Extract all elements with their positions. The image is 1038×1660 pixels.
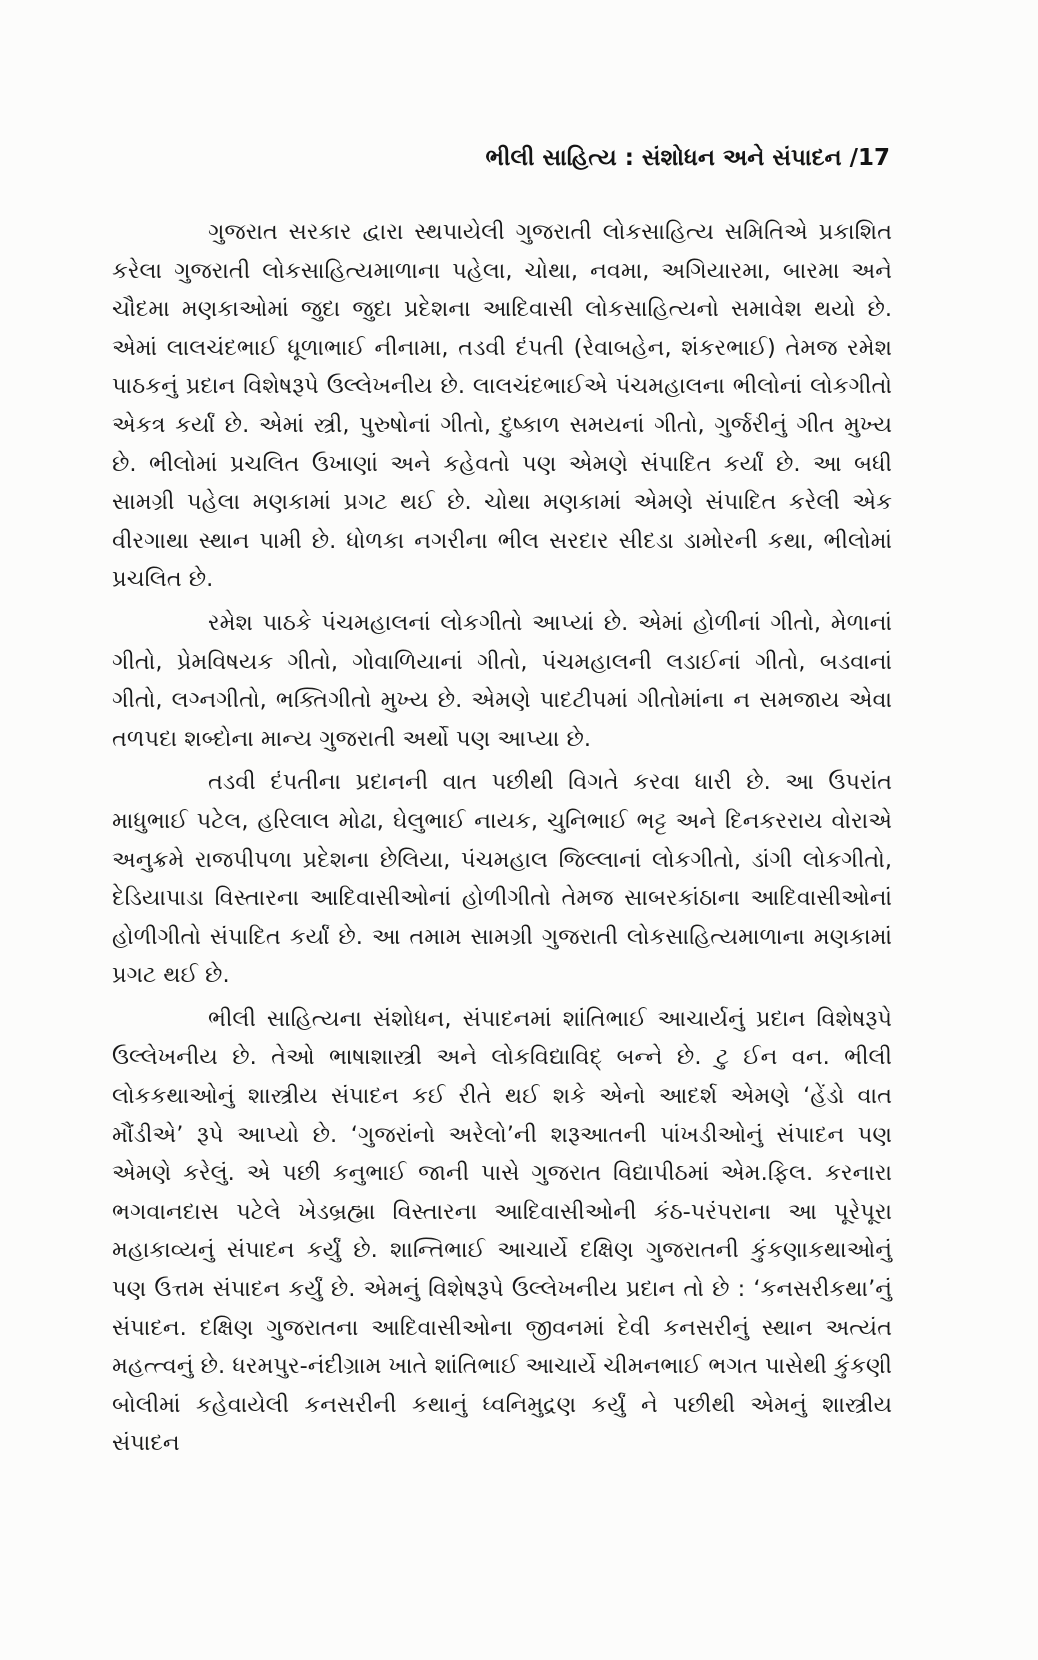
body-text (112, 213, 892, 1463)
paragraph-3: તડવી દંપતીના પ્રદાનની વાત પછીથી વિગતે કરવા ધારી છે. આ ઉપરાંત માધુભાઈ પટેલ, હરિલાલ મોઢા, ઘેલુભાઈ નાયક, ચુનિભાઈ ભટ્ટ અને દિનકરરાય વોરાએ અનુક્રમે રાજપીપળા પ્રદેશના છેલિયા, પંચમહાલ જિલ્લાનાં લોકગીતો, ડાંગી લોકગીતો, દેડિયાપાડા વિસ્તારના આદિવાસીઓનાં હોળીગીતો તેમજ સાબરકાંઠાના આદિવાસીઓનાં હોળીગીતો સંપાદિત કર્યાં છે. આ તમામ સામગ્રી ગુજરાતી લોકસાહિત્યમાળાના મણકામાં પ્રગટ થઈ છે. (112, 769, 892, 989)
paragraph-4: ભીલી સાહિત્યના સંશોધન, સંપાદનમાં શાંતિભાઈ આચાર્યનું પ્રદાન વિશેષરૂપે ઉલ્લેખનીય છે. તેઓ ભાષાશાસ્ત્રી અને લોકવિદ્યાવિદ્ બન્ને છે. ટુ ઈન વન. ભીલી લોકકથાઓનું શાસ્ત્રીય સંપાદન કઈ રીતે થઈ શકે એનો આદર્શ એમણે ‘હેંડો વાત મૌંડીએ’ રૂપે આપ્યો છે. ‘ગુજરાંનો અરેલો’ની શરૂઆતની પાંખડીઓનું સંપાદન પણ એમણે કરેલું. એ પછી કનુભાઈ જાની પાસે ગુજરાત વિદ્યાપીઠમાં એમ.ફિલ. કરનારા ભગવાનદાસ પટેલે ખેડબ્રહ્મા વિસ્તારના આદિવાસીઓની કંઠ-પરંપરાના આ પૂરેપૂરા મહાકાવ્યનું સંપાદન કર્યું છે. શાન્તિભાઈ આચાર્યે દક્ષિણ ગુજરાતની કુંકણાકથાઓનું પણ ઉત્તમ સંપાદન કર્યું છે. એમનું વિશેષરૂપે ઉલ્લેખનીય પ્રદાન તો છે : ‘કનસરીકથા’નું સંપાદન. દક્ષિણ ગુજરાતના આદિવાસીઓના જીવનમાં દેવી કનસરીનું સ્થાન અત્યંત મહત્ત્વનું છે. ધરમપુર-નંદીગ્રામ ખાતે શાંતિભાઈ આચાર્યે ચીમનભાઈ ભગત પાસેથી કુંકણી બોલીમાં કહેવાયેલી કનસરીની કથાનું ધ્વનિમુદ્રણ કર્યું ને પછીથી એમનું શાસ્ત્રીય સંપાદન (112, 1005, 892, 1457)
paragraph-2: રમેશ પાઠકે પંચમહાલનાં લોકગીતો આપ્યાં છે. એમાં હોળીનાં ગીતો, મેળાનાં ગીતો, પ્રેમવિષયક ગીતો, ગોવાળિયાનાં ગીતો, પંચમહાલની લડાઈનાં ગીતો, બડવાનાં ગીતો, લગ્નગીતો, ભક્તિગીતો મુખ્ય છે. એમણે પાદટીપમાં ગીતોમાંના ન સમજાય એવા તળપદા શબ્દોના માન્ય ગુજરાતી અર્થો પણ આપ્યા છે. (112, 609, 892, 752)
running-header: ભીલી સાહિત્ય : સંશોધન અને સંપાદન /17 (485, 145, 890, 171)
paragraph-1: ગુજરાત સરકાર દ્વારા સ્થપાયેલી ગુજરાતી લોકસાહિત્ય સમિતિએ પ્રકાશિત કરેલા ગુજરાતી લોકસાહિત્યમાળાના પહેલા, ચોથા, નવમા, અગિયારમા, બારમા અને ચૌદમા મણકાઓમાં જુદા જુદા પ્રદેશના આદિવાસી લોકસાહિત્યનો સમાવેશ થયો છે. એમાં લાલચંદભાઈ ધૂળાભાઈ નીનામા, તડવી દંપતી (રેવાબહેન, શંકરભાઈ) તેમજ રમેશ પાઠકનું પ્રદાન વિશેષરૂપે ઉલ્લેખનીય છે. લાલચંદભાઈએ પંચમહાલના ભીલોનાં લોકગીતો એકત્ર કર્યાં છે. એમાં સ્ત્રી, પુરુષોનાં ગીતો, દુષ્કાળ સમયનાં ગીતો, ગુર્જરીનું ગીત મુખ્ય છે. ભીલોમાં પ્રચલિત ઉખાણાં અને કહેવતો પણ એમણે સંપાદિત કર્યાં છે. આ બધી સામગ્રી પહેલા મણકામાં પ્રગટ થઈ છે. ચોથા મણકામાં એમણે સંપાદિત કરેલી એક વીરગાથા સ્થાન પામી છે. ધોળકા નગરીના ભીલ સરદાર સીદડા ડામોરની કથા, ભીલોમાં પ્રચલિત છે. (112, 219, 892, 593)
